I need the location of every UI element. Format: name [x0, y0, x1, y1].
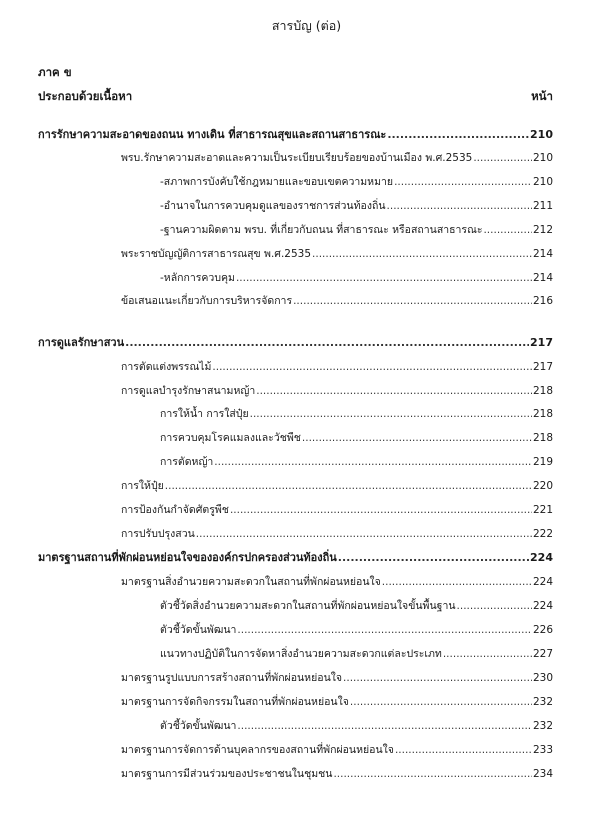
- toc-entry-title: มาตรฐานการจัดกิจกรรมในสถานที่พักผ่อนหย่อนใจ: [121, 696, 349, 708]
- toc-section-entry[interactable]: [38, 124, 553, 142]
- dot-leader: [387, 128, 529, 142]
- toc-subsection-entry[interactable]: [121, 380, 553, 398]
- toc-entry-title: การรักษาความสะอาดของถนน ทางเดิน ที่สาธารณสุขและสถานสาธารณะ: [38, 128, 387, 141]
- toc-section-entry[interactable]: [38, 332, 553, 350]
- page-heading: หน้า: [531, 89, 553, 103]
- toc-entry-page-number: 217: [532, 361, 553, 373]
- toc-subitem-entry[interactable]: [160, 427, 553, 445]
- dot-leader: [473, 151, 532, 165]
- toc-entry-title: การควบคุมโรคแมลงและวัชพืช: [160, 432, 301, 444]
- toc-entry-title: ตัวชี้วัดขั้นพัฒนา: [160, 720, 237, 732]
- toc-entry-title: ข้อเสนอแนะเกี่ยวกับการบริหารจัดการ: [121, 295, 293, 307]
- dot-leader: [250, 407, 532, 421]
- toc-entry-title: มาตรฐานการจัดการด้านบุคลากรของสถานที่พักผ่อนหย่อนใจ: [121, 744, 394, 756]
- toc-entry-page-number: 227: [532, 648, 553, 660]
- toc-entry-title: -อำนาจในการควบคุมดูแลของราชการส่วนท้องถิ่น: [160, 200, 386, 212]
- toc-entry-page-number: 224: [530, 551, 553, 564]
- toc-entry-page-number: 218: [532, 408, 553, 420]
- toc-entry-page-number: 233: [532, 744, 553, 756]
- toc-entry-page-number: 232: [532, 720, 553, 732]
- page-title: สารบัญ (ต่อ): [271, 18, 342, 34]
- toc-entry-title: แนวทางปฏิบัติในการจัดหาสิ่งอำนวยความสะดวกแต่ละประเภท: [160, 648, 442, 660]
- dot-leader: [457, 599, 532, 613]
- toc-entry-page-number: 214: [532, 272, 553, 284]
- toc-subitem-entry[interactable]: [160, 171, 553, 189]
- toc-subsection-entry[interactable]: [121, 739, 553, 757]
- toc-entry-page-number: 218: [532, 432, 553, 444]
- dot-leader: [333, 767, 532, 781]
- toc-entry-page-number: 211: [532, 200, 553, 212]
- toc-entry-page-number: 230: [532, 672, 553, 684]
- toc-entry-title: -หลักการควบคุม: [160, 272, 235, 284]
- toc-entry-title: พรบ.รักษาความสะอาดและความเป็นระเบียบเรียบร้อยของบ้านเมือง พ.ศ.2535: [121, 152, 473, 164]
- toc-entry-page-number: 216: [532, 295, 553, 307]
- toc-subitem-entry[interactable]: [160, 619, 553, 637]
- toc-subsection-entry[interactable]: [121, 147, 553, 165]
- dot-leader: [387, 199, 532, 213]
- dot-leader: [443, 647, 532, 661]
- toc-entry-page-number: 224: [532, 600, 553, 612]
- dot-leader: [394, 175, 532, 189]
- toc-subsection-entry[interactable]: [121, 475, 553, 493]
- dot-leader: [302, 431, 532, 445]
- toc-entry-title: ตัวชี้วัดสิ่งอำนวยความสะดวกในสถานที่พักผ่อนหย่อนใจขั้นพื้นฐาน: [160, 600, 456, 612]
- toc-entry-page-number: 234: [532, 768, 553, 780]
- dot-leader: [395, 743, 532, 757]
- dot-leader: [293, 294, 532, 308]
- toc-subitem-entry[interactable]: [160, 267, 553, 285]
- toc-entry-page-number: 226: [532, 624, 553, 636]
- toc-entry-title: การให้ปุ๋ย: [121, 480, 164, 492]
- toc-entry-title: การดูแลรักษาสวน: [38, 336, 125, 349]
- toc-subitem-entry[interactable]: [160, 715, 553, 733]
- toc-subsection-entry[interactable]: [121, 290, 553, 308]
- toc-entry-page-number: 222: [532, 528, 553, 540]
- toc-entry-page-number: 217: [530, 336, 553, 349]
- dot-leader: [256, 384, 532, 398]
- toc-subsection-entry[interactable]: [121, 691, 553, 709]
- toc-entry-page-number: 210: [532, 152, 553, 164]
- toc-subsection-entry[interactable]: [121, 667, 553, 685]
- dot-leader: [214, 455, 532, 469]
- toc-subitem-entry[interactable]: [160, 451, 553, 469]
- toc-subitem-entry[interactable]: [160, 219, 553, 237]
- toc-subsection-entry[interactable]: [121, 356, 553, 374]
- dot-leader: [312, 247, 532, 261]
- contents-heading: ประกอบด้วยเนื้อหา: [38, 89, 133, 103]
- toc-subsection-entry[interactable]: [121, 571, 553, 589]
- toc-entry-title: การปรับปรุงสวน: [121, 528, 195, 540]
- toc-entry-page-number: 214: [532, 248, 553, 260]
- toc-entry-title: พระราชบัญญัติการสาธารณสุข พ.ศ.2535: [121, 248, 312, 260]
- dot-leader: [237, 623, 532, 637]
- toc-entry-title: มาตรฐานสิ่งอำนวยความสะดวกในสถานที่พักผ่อนหย่อนใจ: [121, 576, 381, 588]
- toc-entry-title: มาตรฐานการมีส่วนร่วมของประชาชนในชุมชน: [121, 768, 333, 780]
- toc-section-entry[interactable]: [38, 547, 553, 565]
- toc-entry-title: การตัดหญ้า: [160, 456, 214, 468]
- toc-subsection-entry[interactable]: [121, 523, 553, 541]
- dot-leader: [165, 479, 532, 493]
- dot-leader: [338, 551, 529, 565]
- toc-entry-page-number: 224: [532, 576, 553, 588]
- toc-entry-page-number: 210: [532, 176, 553, 188]
- toc-entry-page-number: 220: [532, 480, 553, 492]
- dot-leader: [212, 360, 532, 374]
- toc-subitem-entry[interactable]: [160, 643, 553, 661]
- toc-entry-page-number: 232: [532, 696, 553, 708]
- dot-leader: [237, 719, 532, 733]
- toc-entry-title: มาตรฐานรูปแบบการสร้างสถานที่พักผ่อนหย่อนใจ: [121, 672, 343, 684]
- dot-leader: [125, 336, 529, 350]
- toc-entry-page-number: 212: [532, 224, 553, 236]
- toc-subitem-entry[interactable]: [160, 403, 553, 421]
- dot-leader: [236, 271, 532, 285]
- toc-entry-title: ตัวชี้วัดขั้นพัฒนา: [160, 624, 237, 636]
- dot-leader: [230, 503, 532, 517]
- toc-subsection-entry[interactable]: [121, 243, 553, 261]
- toc-entry-title: -สภาพการบังคับใช้กฎหมายและขอบเขตความหมาย: [160, 176, 394, 188]
- toc-entry-title: -ฐานความผิดตาม พรบ. ที่เกี่ยวกับถนน ที่สาธารณะ หรือสถานสาธารณะ: [160, 224, 483, 236]
- toc-subsection-entry[interactable]: [121, 499, 553, 517]
- dot-leader: [343, 671, 532, 685]
- toc-entry-title: การตัดแต่งพรรณไม้: [121, 361, 212, 373]
- toc-entry-title: การป้องกันกำจัดศัตรูพืช: [121, 504, 229, 516]
- dot-leader: [196, 527, 532, 541]
- toc-entry-page-number: 210: [530, 128, 553, 141]
- toc-entry-title: มาตรฐานสถานที่พักผ่อนหย่อนใจขององค์กรปกครองส่วนท้องถิ่น: [38, 551, 337, 564]
- toc-entry-page-number: 219: [532, 456, 553, 468]
- toc-column-headers: [38, 88, 553, 106]
- part-label: ภาค ข: [38, 65, 72, 79]
- dot-leader: [382, 575, 532, 589]
- dot-leader: [483, 223, 531, 237]
- toc-subsection-entry[interactable]: [121, 763, 553, 781]
- toc-entry-page-number: 218: [532, 385, 553, 397]
- toc-entry-page-number: 221: [532, 504, 553, 516]
- toc-subitem-entry[interactable]: [160, 195, 553, 213]
- toc-entry-title: การดูแลบำรุงรักษาสนามหญ้า: [121, 385, 256, 397]
- toc-subitem-entry[interactable]: [160, 595, 553, 613]
- toc-entry-title: การให้น้ำ การใส่ปุ๋ย: [160, 408, 249, 420]
- dot-leader: [350, 695, 532, 709]
